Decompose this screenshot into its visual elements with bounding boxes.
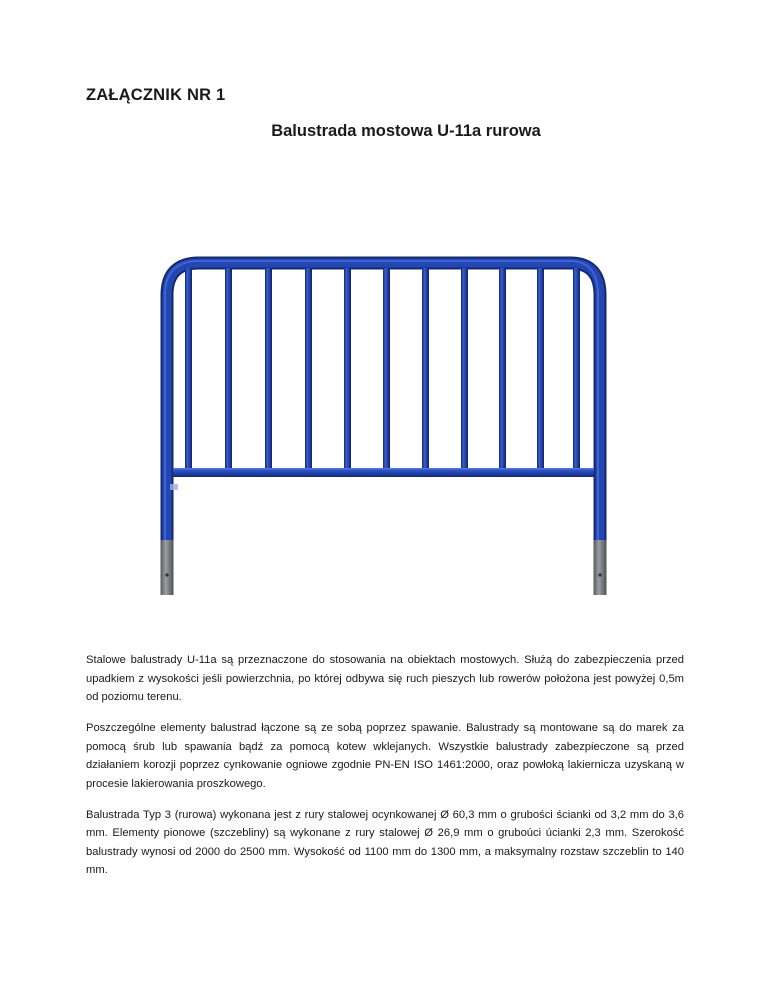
paragraph-assembly: Poszczególne elementy balustrad łączone są ze sobą poprzez spawanie. Balustrady są montowane są do marek za pomocą śrub lub spawania bądź za pomocą kotew wklejanych. Wszystkie balustrady zabezpieczone są przed działaniem korozji poprzez cynkowanie ogniowe zgodnie PN-EN ISO 1461:2000, oraz powłoką lakiernicza uzyskaną w procesie lakierowania proszkowego.: [86, 722, 684, 790]
paragraph-intro: Stalowe balustrady U-11a są przeznaczone do stosowania na obiektach mostowych. Służą do zabezpieczenia przed upadkiem z wysokości jeśli powierzchnia, po której odbywa się ruch pieszych lub rowerów położona jest powyżej 0,5m od poziomu terenu.: [86, 654, 684, 703]
annex-title: ZAŁĄCZNIK NR 1: [86, 86, 226, 104]
baluster: [537, 268, 544, 471]
baluster: [383, 268, 390, 471]
baluster: [499, 268, 506, 471]
railing-illustration: [140, 250, 620, 610]
rail-clamp: [170, 484, 178, 490]
baluster: [344, 268, 351, 471]
baluster: [265, 268, 272, 471]
baluster: [422, 268, 429, 471]
balusters: [185, 268, 580, 471]
baluster: [573, 268, 580, 471]
baluster: [185, 268, 192, 471]
paragraph-specification: Balustrada Typ 3 (rurowa) wykonana jest z rury stalowej ocynkowanej Ø 60,3 mm o grubości ścianki od 3,2 mm do 3,6 mm. Elementy pionowe (szczebliny) są wykonane z rury stalowej Ø 26,9 mm o gruboúci úcianki 2,3 mm. Szerokość balustrady wynosi od 2000 do 2500 mm. Wysokość od 1100 mm do 1300 mm, a maksymalny rozstaw szczeblin to 140 mm.: [86, 808, 684, 876]
baluster: [461, 268, 468, 471]
body-text: [86, 651, 684, 892]
page-title: Balustrada mostowa U-11a rurowa: [271, 122, 541, 140]
right-post-foot: [594, 540, 607, 595]
baluster: [305, 268, 312, 471]
left-post-foot: [161, 540, 174, 595]
baluster: [225, 268, 232, 471]
railing-image: [140, 250, 620, 610]
